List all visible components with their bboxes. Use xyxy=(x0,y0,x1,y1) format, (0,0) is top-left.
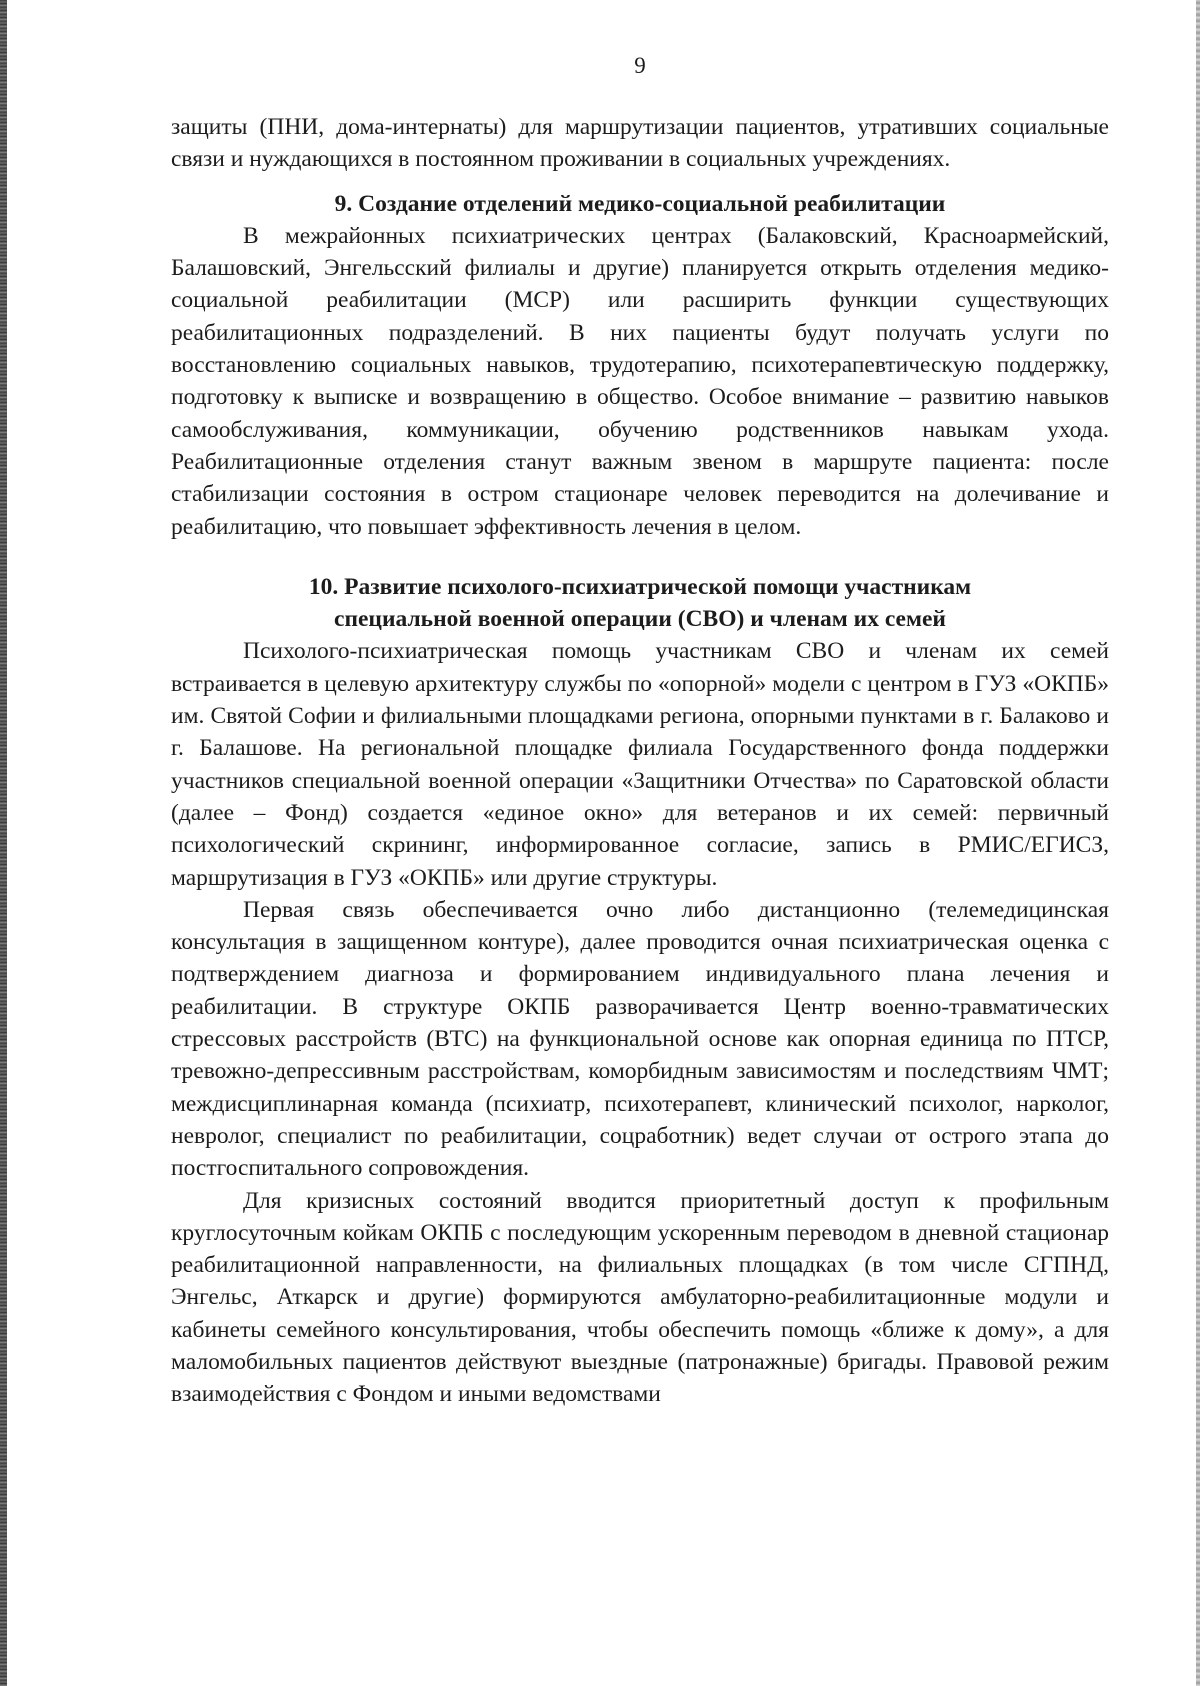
section-9 xyxy=(171,188,1109,543)
spacer xyxy=(171,543,1109,571)
scan-left-edge xyxy=(0,0,7,1686)
section-10-heading-line2: специальной военной операции (СВО) и членам их семей xyxy=(334,606,946,633)
section-10 xyxy=(171,571,1109,1411)
section-9-paragraph: В межрайонных психиатрических центрах (Балаковский, Красноармейский, Балашовский, Энгельсский филиалы и другие) планируется открыть отделения медико-социальной реабилитации (МСР) или расширить функции существующих реабилитационных подразделений. В них пациенты будут получать услуги по восстановлению социальных навыков, трудотерапию, психотерапевтическую поддержку, подготовку к выписке и возвращению в общество. Особое внимание – развитию навыков самообслуживания, коммуникации, обучению родственников навыкам ухода. Реабилитационные отделения станут важным звеном в маршруте пациента: после стабилизации состояния в остром стационаре человек переводится на долечивание и реабилитацию, что повышает эффективность лечения в целом. xyxy=(171,222,1109,540)
section-10-heading-line1: 10. Развитие психолого-психиатрической помощи участникам xyxy=(308,573,972,600)
section-10-paragraph-1: Психолого-психиатрическая помощь участникам СВО и членам их семей встраивается в целевую архитектуру службы по «опорной» модели с центром в ГУЗ «ОКПБ» им. Святой Софии и филиальными площадками региона, опорными пунктами в г. Балаково и г. Балашове. На региональной площадке филиала Государственного фонда поддержки участников специальной военной операции «Защитники Отчества» по Саратовской области (далее – Фонд) создается «единое окно» для ветеранов и их семей: первичный психологический скрининг, информированное согласие, запись в РМИС/ЕГИСЗ, маршрутизация в ГУЗ «ОКПБ» или другие структуры. xyxy=(171,638,1109,891)
section-10-paragraph-3: Для кризисных состояний вводится приоритетный доступ к профильным круглосуточным койкам ОКПБ с последующим ускоренным переводом в дневной стационар реабилитационной направленности, на филиальных площадках (в том числе СГПНД, Энгельс, Аткарск и другие) формируются амбулаторно-реабилитационные модули и кабинеты семейного консультирования, чтобы обеспечить помощь «ближе к дому», а для маломобильных пациентов действуют выездные (патронажные) бригады. Правовой режим взаимодействия с Фондом и иными ведомствами xyxy=(171,1187,1109,1408)
section-10-paragraph-2: Первая связь обеспечивается очно либо дистанционно (телемедицинская консультация в защищенном контуре), далее проводится очная психиатрическая оценка с подтверждением диагноза и формированием индивидуального плана лечения и реабилитации. В структуре ОКПБ разворачивается Центр военно-травматических стрессовых расстройств (ВТС) на функциональной основе как опорная единица по ПТСР, тревожно-депрессивным расстройствам, коморбидным зависимостям и последствиям ЧМТ; междисциплинарная команда (психиатр, психотерапевт, клинический психолог, нарколог, невролог, специалист по реабилитации, соцработник) ведет случаи от острого этапа до постгоспитального сопровождения. xyxy=(171,896,1109,1182)
scan-right-edge xyxy=(1196,0,1200,1686)
paragraph-intro: защиты (ПНИ, дома-интернаты) для маршрутизации пациентов, утративших социальные связи и нуждающихся в постоянном проживании в социальных учреждениях. xyxy=(171,114,1109,173)
section-9-heading: 9. Создание отделений медико-социальной реабилитации xyxy=(334,190,946,217)
page-number: 9 xyxy=(634,53,646,78)
page-content xyxy=(171,111,1109,1411)
section-10-heading xyxy=(171,571,1109,636)
spacer xyxy=(171,176,1109,188)
